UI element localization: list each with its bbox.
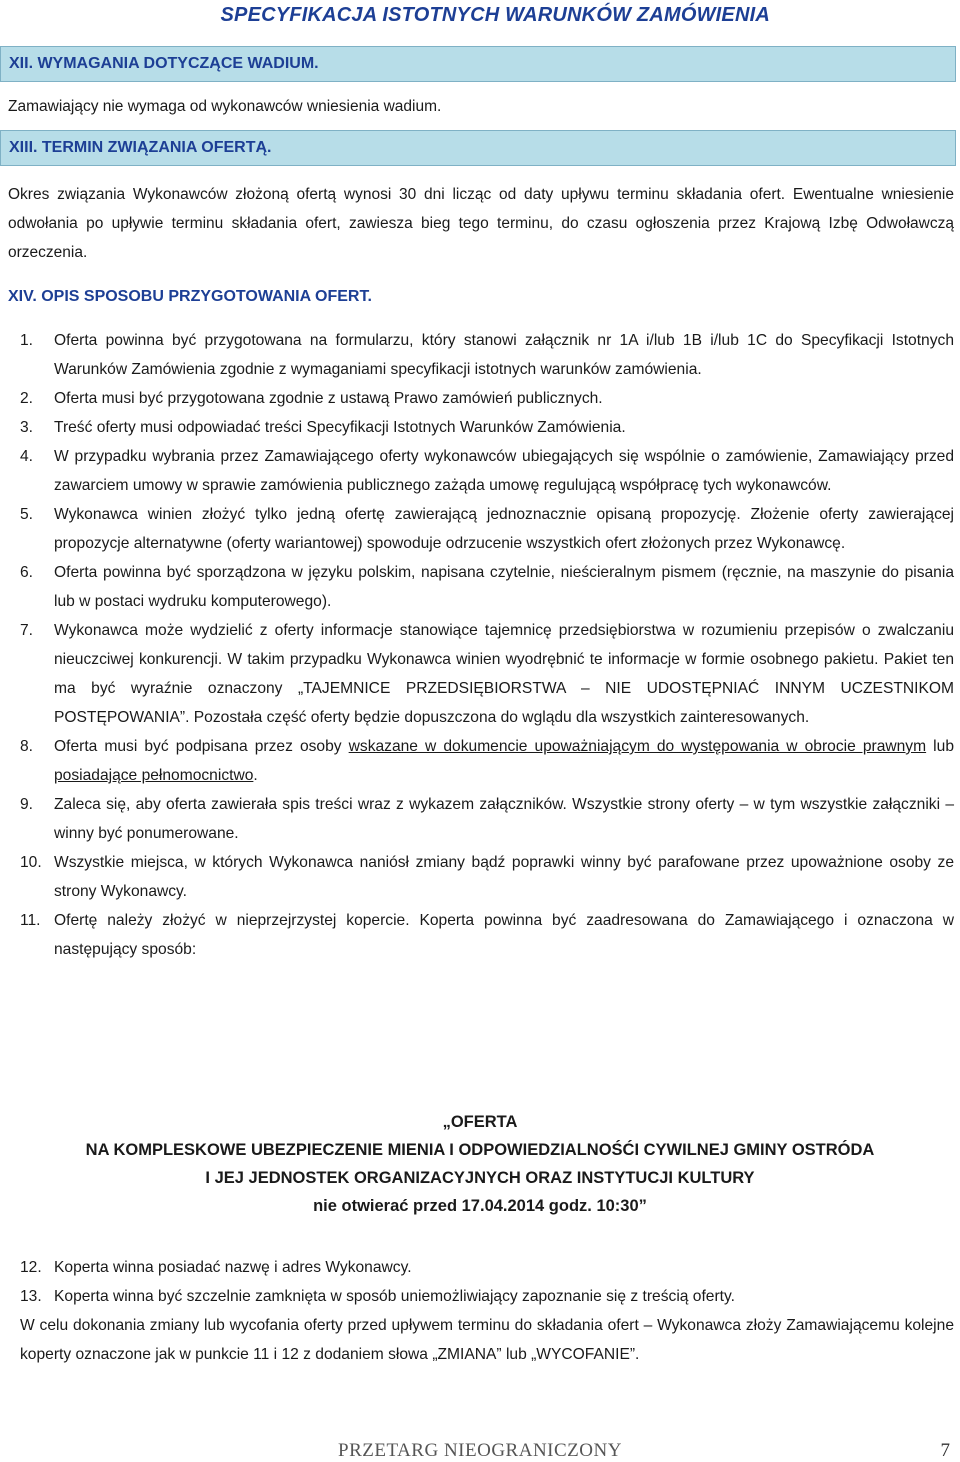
list-item-text: Oferta powinna być sporządzona w języku polskim, napisana czytelnie, nieścieralnym pismem (ręcznie, na maszynie do pisania lub w postaci wydruku komputerowego). [54,564,954,610]
envelope-line-date: nie otwierać przed 17.04.2014 godz. 10:30” [313,1197,647,1215]
list-item [0,500,954,558]
list-item [0,1253,954,1282]
list-item-number: 9. [20,796,34,813]
envelope-line-oferta: „OFERTA [442,1113,518,1131]
list-item [0,732,954,790]
list-item [0,442,954,500]
list-item-text-part: Oferta musi być podpisana przez osoby [54,738,349,755]
list-item-text: Treść oferty musi odpowiadać treści Specyfikacji Istotnych Warunków Zamówienia. [54,419,626,436]
list-item-number: 10. [20,854,42,871]
list-item-number: 4. [20,448,34,465]
section-heading-xiii: XIII. TERMIN ZWIĄZANIA OFERTĄ. [0,130,956,166]
section-heading-xiv: XIV. OPIS SPOSOBU PRZYGOTOWANIA OFERT. [8,288,372,305]
list-item-number: 13. [20,1288,42,1305]
list-item-text: W przypadku wybrania przez Zamawiającego oferty wykonawców ubiegających się wspólnie o zamówienie, Zamawiający przed zawarciem umowy w sprawie zamówienia publicznego zażąda umowę regulującą współpracę tych wykonawców. [54,448,954,494]
list-item-text: Oferta musi być przygotowana zgodnie z ustawą Prawo zamówień publicznych. [54,390,603,407]
list-item-number: 1. [20,332,34,349]
list-item-number: 6. [20,564,34,581]
page-number: 7 [940,1440,950,1461]
list-item-text-part: . [253,767,258,784]
envelope-line-subject: NA KOMPLESKOWE UBEZPIECZENIE MIENIA I ODPOWIEDZIALNOŚĆI CYWILNEJ GMINY OSTRÓDA [85,1141,875,1159]
list-item [0,558,954,616]
list-item [0,1282,954,1311]
requirements-list [0,326,954,964]
list-item-text: Zaleca się, aby oferta zawierała spis treści wraz z wykazem załączników. Wszystkie strony oferty – w tym wszystkie załączniki – winny być ponumerowane. [54,796,954,842]
list-item-number: 8. [20,738,34,755]
list-item-text: Wykonawca winien złożyć tylko jedną ofertę zawierającą jednoznacznie opisaną propozycję. Złożenie oferty zawierającej propozycje alternatywne (oferty wariantowej) spowoduje odrzucenie wszystkich ofert złożonych przez Wykonawcę. [54,506,954,552]
list-item-number: 7. [20,622,34,639]
underlined-phrase: wskazane w dokumencie upoważniającym do występowania w obrocie prawnym [348,738,927,755]
final-paragraph: W celu dokonania zmiany lub wycofania oferty przed upływem terminu do składania ofert – Wykonawca złoży Zamawiającemu kolejne koperty oznaczone jak w punkcie 11 i 12 z dodaniem słowa „ZMIANA” lub „WYCOFANIE”. [20,1317,954,1363]
requirements-list-continued [0,1253,954,1311]
list-item-text-part: lub [926,738,954,755]
list-item [0,384,954,413]
list-item [0,848,954,906]
section-heading-xii: XII. WYMAGANIA DOTYCZĄCE WADIUM. [0,46,956,82]
list-item [0,790,954,848]
list-item [0,616,954,732]
section-xiii-text: Okres związania Wykonawców złożoną ofertą wynosi 30 dni licząc od daty upływu terminu składania ofert. Ewentualne wniesienie odwołania po upływie terminu składania ofert, zawiesza bieg tego terminu, do czasu ogłoszenia przez Krajową Izbę Odwoławczą orzeczenia. [8,186,954,261]
list-item-text: Wykonawca może wydzielić z oferty informacje stanowiące tajemnicę przedsiębiorstwa w rozumieniu przepisów o zwalczaniu nieuczciwej konkurencji. W takim przypadku Wykonawca winien wyodrębnić te informacje w formie osobnego pakietu. Pakiet ten ma być wyraźnie oznaczony „TAJEMNICE PRZEDSIĘBIORSTWA – NIE UDOSTĘPNIAĆ INNYM UCZESTNIKOM POSTĘPOWANIA”. Pozostała część oferty będzie dopuszczona do wglądu dla wszystkich zainteresowanych. [54,622,954,726]
list-item-text: Koperta winna być szczelnie zamknięta w sposób uniemożliwiający zapoznanie się z treścią oferty. [54,1288,735,1305]
list-item-number: 11. [20,912,41,929]
list-item-number: 12. [20,1259,42,1276]
list-item-text: Oferta powinna być przygotowana na formularzu, który stanowi załącznik nr 1A i/lub 1B i/lub 1C do Specyfikacji Istotnych Warunków Zamówienia zgodnie z wymaganiami specyfikacji istotnych warunków zamówienia. [54,332,954,378]
list-item [0,906,954,964]
list-item-text: Wszystkie miejsca, w których Wykonawca naniósł zmiany bądź poprawki winny być parafowane przez upoważnione osoby ze strony Wykonawcy. [54,854,954,900]
list-item [0,326,954,384]
envelope-line-units: I JEJ JEDNOSTEK ORGANIZACYJNYCH ORAZ INSTYTUCJI KULTURY [205,1169,755,1187]
list-item-number: 2. [20,390,34,407]
list-item-number: 5. [20,506,34,523]
envelope-label [0,1108,960,1220]
list-item-number: 3. [20,419,34,436]
list-item-text: Koperta winna posiadać nazwę i adres Wykonawcy. [54,1259,412,1276]
section-xii-text: Zamawiający nie wymaga od wykonawców wniesienia wadium. [8,98,442,115]
page-header-title: SPECYFIKACJA ISTOTNYCH WARUNKÓW ZAMÓWIENIA [220,4,770,26]
list-item [0,413,954,442]
list-item-text: Ofertę należy złożyć w nieprzejrzystej kopercie. Koperta powinna być zaadresowana do Zamawiającego i oznaczona w następujący sposób: [54,912,954,958]
footer-title: PRZETARG NIEOGRANICZONY [338,1440,622,1461]
underlined-phrase: posiadające pełnomocnictwo [54,767,254,784]
